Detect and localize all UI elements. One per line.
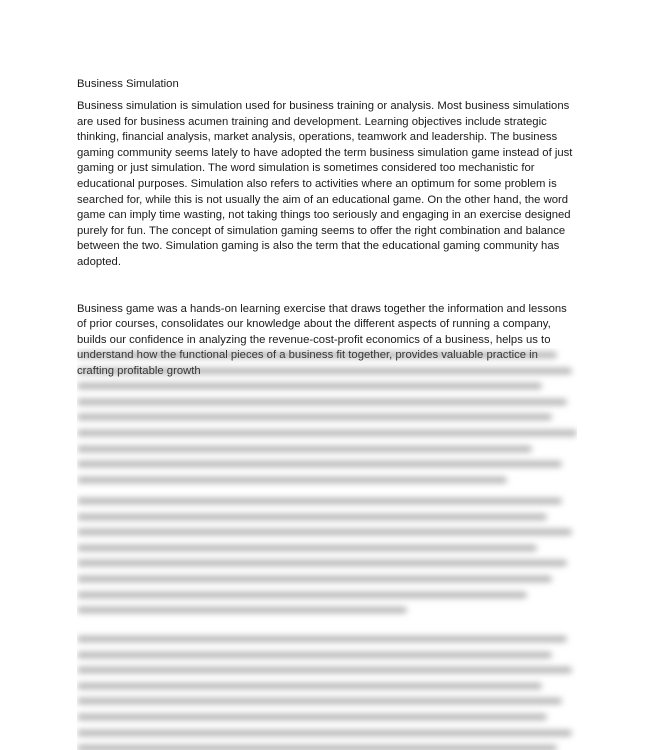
blurred-paragraph — [77, 636, 577, 750]
blurred-paragraph — [77, 498, 577, 623]
blurred-preview-content — [77, 348, 577, 750]
document-body — [77, 76, 577, 380]
document-title: Business Simulation — [77, 78, 179, 90]
paragraph-1: Business simulation is simulation used for business training or analysis. Most business simulations are used for business acumen training and development. Learning objectives include strategic thinking, financial analysis, market analysis, operations, teamwork and leadership. The business gaming community seems lately to have adopted the term business simulation game instead of just gaming or just simulation. The word simulation is sometimes considered too mechanistic for educational purposes. Simulation also refers to activities where an optimum for some problem is searched for, while this is not usually the aim of an educational game. On the other hand, the word game can imply time wasting, not taking things too seriously and engaging in an exercise designed purely for fun. The concept of simulation gaming seems to offer the right combination and balance between the two. Simulation gaming is also the term that the educational gaming community has adopted. — [77, 100, 573, 268]
paragraph-2: Business game was a hands-on learning exercise that draws together the information and lessons of prior courses, consolidates our knowledge about the different aspects of running a company, builds our confidence in analyzing the revenue-cost-profit economics of a business, helps us to — [77, 302, 567, 346]
blurred-paragraph — [77, 352, 577, 492]
